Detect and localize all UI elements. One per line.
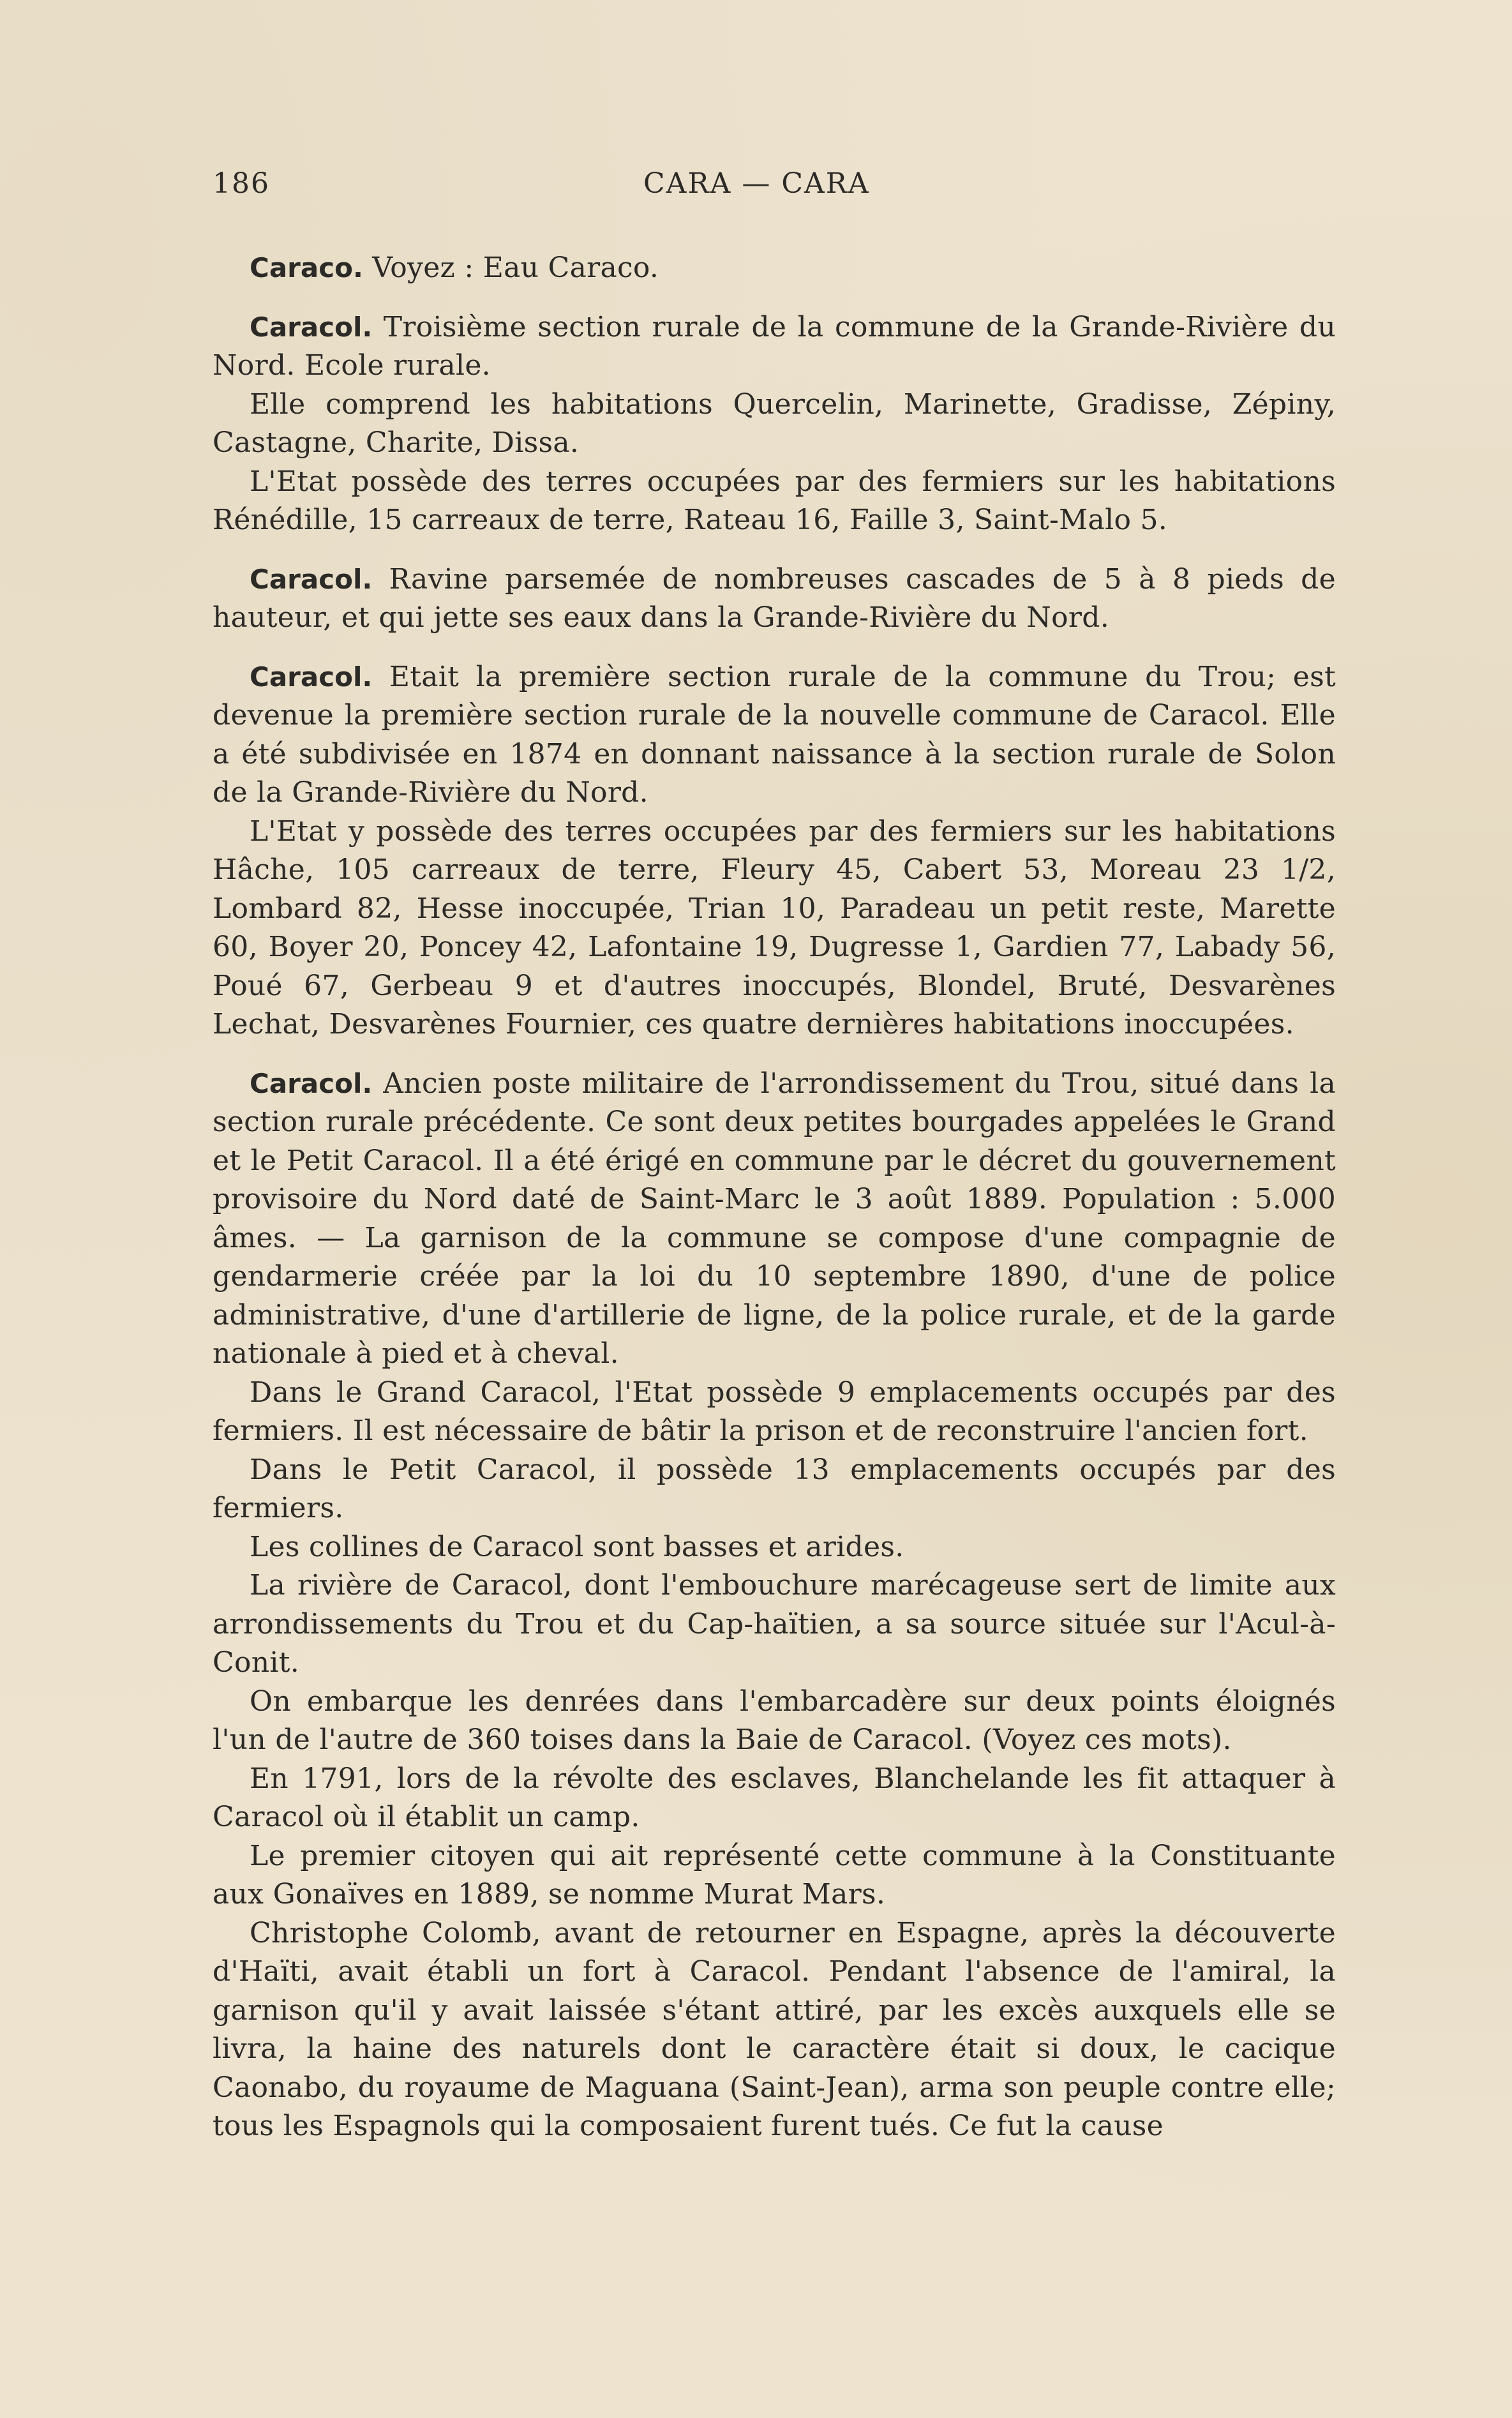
entry-paragraph <box>213 560 1336 638</box>
book-page <box>213 167 1336 2166</box>
entry-paragraph: Dans le Petit Caracol, il possède 13 emplacements occupés par des fermiers. <box>213 1453 1336 1524</box>
entry-paragraph <box>213 658 1336 813</box>
dictionary-entry <box>213 308 1336 540</box>
entry-text: Ancien poste militaire de l'arrondissement du Trou, situé dans la section rurale précédente. Ce sont deux petites bourgades appelées le Grand et le Petit Caracol. Il a été érigé en commune par le décret du gouvernement provisoire du Nord daté de Saint-Marc le 3 août 1889. Population : 5.000 âmes. — La garnison de la commune se compose d'une compagnie de gendarmerie créée par la loi du 10 septembre 1890, d'une de police administrative, d'une d'artillerie de ligne, de la police rurale, et de la garde nationale à pied et à cheval. <box>213 1067 1336 1370</box>
entry-text: Ravine parsemée de nombreuses cascades de 5 à 8 pieds de hauteur, et qui jette ses eaux dans la Grande-Rivière du Nord. <box>213 562 1336 634</box>
entry-paragraph <box>213 1065 1336 1374</box>
entry-headword: Caracol. <box>250 311 373 343</box>
entry-paragraph: L'Etat possède des terres occupées par des fermiers sur les habitations Rénédille, 15 carreaux de terre, Rateau 16, Faille 3, Saint-Malo 5. <box>213 465 1336 536</box>
entry-text: Troisième section rurale de la commune de la Grande-Rivière du Nord. Ecole rurale. <box>213 310 1336 382</box>
entry-headword: Caracol. <box>250 661 373 693</box>
entry-paragraph: Elle comprend les habitations Quercelin, Marinette, Gradisse, Zépiny, Castagne, Charite, Dissa. <box>213 387 1336 459</box>
entry-text: Etait la première section rurale de la commune du Trou; est devenue la première section rurale de la nouvelle commune de Caracol. Elle a été subdivisée en 1874 en donnant naissance à la section rurale de Solon de la Grande-Rivière du Nord. <box>213 660 1336 809</box>
dictionary-entry <box>213 249 1336 288</box>
entry-paragraph: Dans le Grand Caracol, l'Etat possède 9 emplacements occupés par des fermiers. Il est nécessaire de bâtir la prison et de reconstruire l'ancien fort. <box>213 1376 1336 1447</box>
page-number: 186 <box>213 167 270 200</box>
page-header <box>213 167 1336 218</box>
entry-headword: Caracol. <box>250 563 373 595</box>
entry-paragraph: La rivière de Caracol, dont l'embouchure marécageuse sert de limite aux arrondissements du Trou et du Cap-haïtien, a sa source située sur l'Acul-à-Conit. <box>213 1569 1336 1679</box>
dictionary-entry <box>213 1065 1336 2146</box>
entry-paragraph <box>213 308 1336 386</box>
entry-paragraph: L'Etat y possède des terres occupées par des fermiers sur les habitations Hâche, 105 carreaux de terre, Fleury 45, Cabert 53, Moreau 23 1/2, Lombard 82, Hesse inoccupée, Trian 10, Paradeau un petit reste, Marette 60, Boyer 20, Poncey 42, Lafontaine 19, Dugresse 1, Gardien 77, Labady 56, Poué 67, Gerbeau 9 et d'autres inoccupés, Blondel, Bruté, Desvarènes Lechat, Desvarènes Fournier, ces quatre dernières habitations inoccupées. <box>213 815 1336 1040</box>
entry-paragraph: On embarque les denrées dans l'embarcadère sur deux points éloignés l'un de l'autre de 360 toises dans la Baie de Caracol. (Voyez ces mots). <box>213 1685 1336 1756</box>
entry-headword: Caracol. <box>250 1067 373 1099</box>
entry-headword: Caraco. <box>250 252 363 283</box>
entry-paragraph: Les collines de Caracol sont basses et arides. <box>250 1530 904 1563</box>
entry-paragraph: En 1791, lors de la révolte des esclaves, Blanchelande les fit attaquer à Caracol où il établit un camp. <box>213 1762 1336 1833</box>
entry-paragraph: Christophe Colomb, avant de retourner en Espagne, après la découverte d'Haïti, avait établi un fort à Caracol. Pendant l'absence de l'amiral, la garnison qu'il y avait laissée s'étant attiré, par les excès auxquels elle se livra, la haine des naturels dont le caractère était si doux, le cacique Caonabo, du royaume de Maguana (Saint-Jean), arma son peuple contre elle; tous les Espagnols qui la composaient furent tués. Ce fut la cause <box>213 1916 1336 2142</box>
entry-paragraph <box>213 249 1336 288</box>
entry-paragraph: Le premier citoyen qui ait représenté cette commune à la Constituante aux Gonaïves en 1889, se nomme Murat Mars. <box>213 1839 1336 1911</box>
running-head: CARA — CARA <box>643 167 870 200</box>
dictionary-entry <box>213 658 1336 1044</box>
entry-text: Voyez : Eau Caraco. <box>372 252 659 284</box>
dictionary-entry <box>213 560 1336 638</box>
